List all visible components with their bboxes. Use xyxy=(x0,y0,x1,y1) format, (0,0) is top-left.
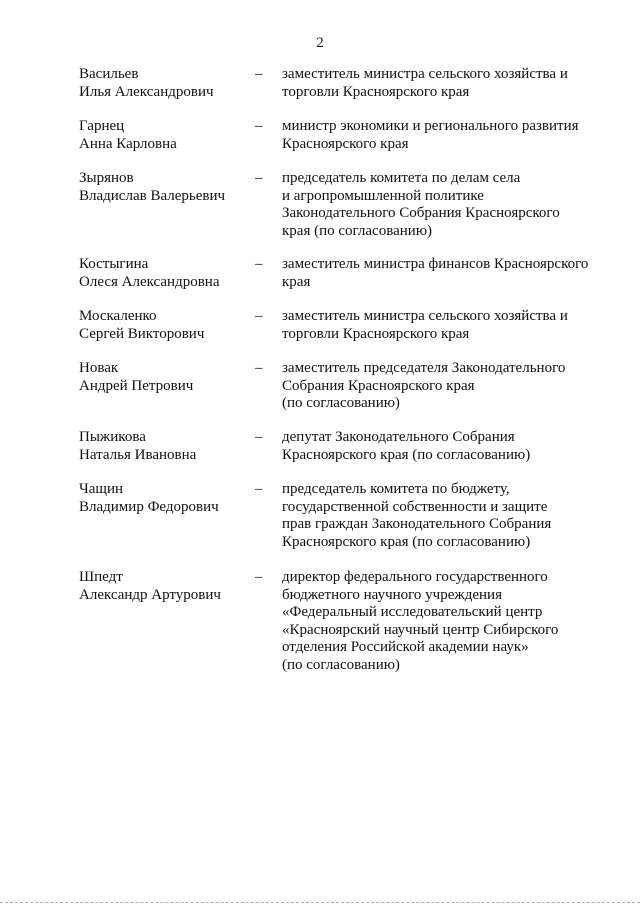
role-line: Красноярского края (по согласованию) xyxy=(282,533,531,550)
scan-bottom-edge xyxy=(0,901,640,903)
member-surname: Гарнец xyxy=(79,118,125,134)
role-line: «Красноярский научный центр Сибирского xyxy=(282,621,559,638)
role-line: «Федеральный исследовательский центр xyxy=(282,604,543,620)
role-line: края xyxy=(282,273,311,290)
member-role xyxy=(282,481,612,551)
member-given-names: Олеся Александровна xyxy=(79,273,220,290)
role-line: Собрания Красноярского края xyxy=(282,377,475,394)
member-name xyxy=(79,429,249,464)
role-line: председатель комитета по бюджету, xyxy=(282,481,510,497)
role-line: заместитель министра финансов Красноярского xyxy=(282,256,589,272)
role-line: председатель комитета по делам села xyxy=(282,170,521,186)
dash-separator: – xyxy=(255,256,263,272)
role-line: прав граждан Законодательного Собрания xyxy=(282,516,552,532)
role-line: края (по согласованию) xyxy=(282,222,433,239)
member-given-names: Анна Карловна xyxy=(79,135,177,152)
dash-separator: – xyxy=(255,118,263,134)
dash-separator: – xyxy=(255,308,263,324)
member-name xyxy=(79,170,249,205)
member-surname: Шпедт xyxy=(79,569,123,585)
role-line: директор федерального государственного xyxy=(282,569,548,585)
member-surname: Чащин xyxy=(79,481,124,497)
role-line: государственной собственности и защите xyxy=(282,498,548,515)
member-surname: Васильев xyxy=(79,66,139,82)
member-role xyxy=(282,118,612,153)
role-line: Законодательного Собрания Красноярского xyxy=(282,205,560,221)
member-surname: Москаленко xyxy=(79,308,157,324)
role-line: (по согласованию) xyxy=(282,395,400,411)
role-line: отделения Российской академии наук» xyxy=(282,639,529,655)
page-number: 2 xyxy=(316,35,324,51)
member-given-names: Илья Александрович xyxy=(79,83,214,100)
member-name xyxy=(79,66,249,101)
dash-separator: – xyxy=(255,360,263,376)
role-line: депутат Законодательного Собрания xyxy=(282,429,515,445)
member-role xyxy=(282,360,612,413)
role-line: (по согласованию) xyxy=(282,656,400,673)
member-surname: Костыгина xyxy=(79,256,149,272)
member-role xyxy=(282,66,612,101)
member-surname: Зырянов xyxy=(79,170,134,186)
member-surname: Пыжикова xyxy=(79,429,146,445)
member-given-names: Андрей Петрович xyxy=(79,377,194,394)
member-name xyxy=(79,360,249,395)
member-name xyxy=(79,569,249,604)
role-line: торговли Красноярского края xyxy=(282,83,470,100)
role-line: и агропромышленной политике xyxy=(282,187,484,204)
member-role xyxy=(282,308,612,343)
dash-separator: – xyxy=(255,481,263,497)
role-line: заместитель министра сельского хозяйства и xyxy=(282,66,568,82)
member-name xyxy=(79,308,249,343)
member-given-names: Владимир Федорович xyxy=(79,498,219,515)
member-role xyxy=(282,256,612,291)
role-line: Красноярского края xyxy=(282,135,409,152)
member-role xyxy=(282,170,612,240)
role-line: заместитель министра сельского хозяйства и xyxy=(282,308,568,324)
member-given-names: Владислав Валерьевич xyxy=(79,187,226,204)
member-name xyxy=(79,481,249,516)
member-role xyxy=(282,429,612,464)
member-name xyxy=(79,256,249,291)
member-surname: Новак xyxy=(79,360,119,376)
role-line: торговли Красноярского края xyxy=(282,325,470,342)
role-line: заместитель председателя Законодательного xyxy=(282,360,566,376)
member-role xyxy=(282,569,612,674)
role-line: бюджетного научного учреждения xyxy=(282,586,502,603)
member-given-names: Сергей Викторович xyxy=(79,325,205,342)
member-given-names: Александр Артурович xyxy=(79,586,221,603)
dash-separator: – xyxy=(255,66,263,82)
role-line: Красноярского края (по согласованию) xyxy=(282,446,531,463)
member-given-names: Наталья Ивановна xyxy=(79,446,197,463)
dash-separator: – xyxy=(255,170,263,186)
role-line: министр экономики и регионального развития xyxy=(282,118,579,134)
member-name xyxy=(79,118,249,153)
dash-separator: – xyxy=(255,429,263,445)
dash-separator: – xyxy=(255,569,263,585)
